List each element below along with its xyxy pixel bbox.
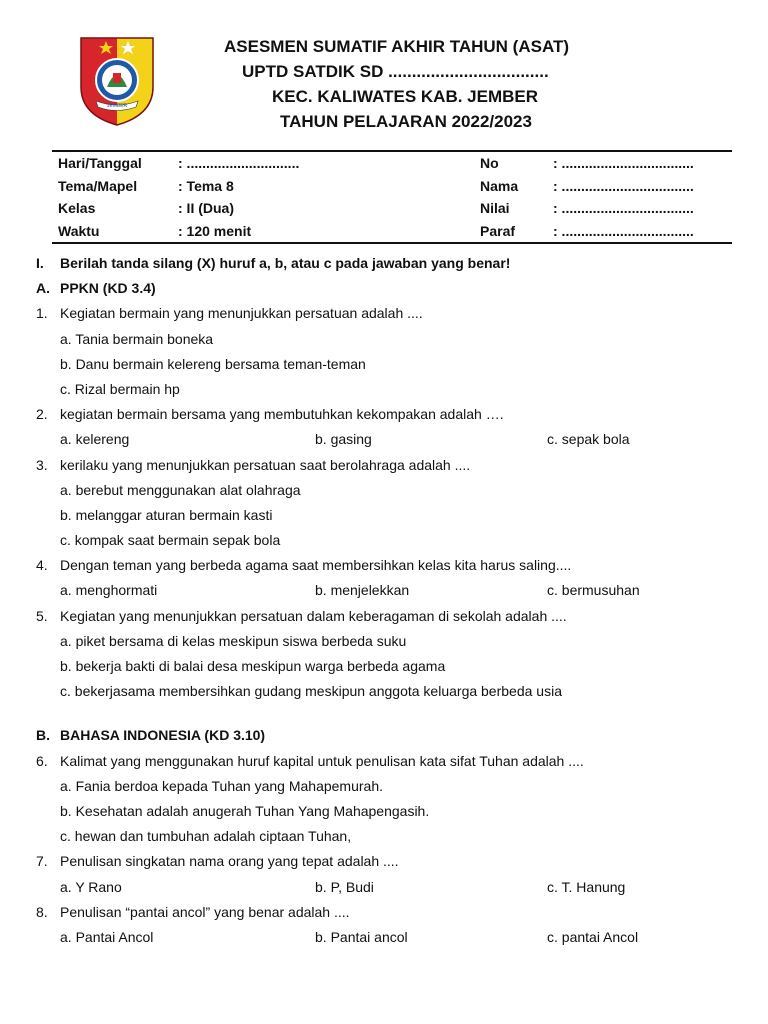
info-label: Nilai <box>480 200 510 216</box>
section-spacer <box>36 704 736 723</box>
section-heading <box>36 276 736 301</box>
answer-option <box>36 528 736 553</box>
info-row <box>58 220 728 243</box>
option-b: b. menjelekkan <box>315 582 410 599</box>
option-b: b. melanggar aturan bermain kasti <box>60 506 273 523</box>
answer-option <box>36 327 736 352</box>
info-label: Paraf <box>480 222 516 239</box>
option-a: a. piket bersama di kelas meskipun siswa berbeda suku <box>60 632 407 649</box>
question-number: 7. <box>36 853 48 870</box>
info-value: : .................................. <box>553 200 694 216</box>
answer-option <box>36 774 736 799</box>
info-value: : .................................. <box>553 222 694 239</box>
info-value: : Tema 8 <box>178 177 234 194</box>
question <box>36 749 736 774</box>
question <box>36 900 736 925</box>
answer-option <box>36 478 736 503</box>
question-number: 2. <box>36 406 48 423</box>
instruction-number: I. <box>36 255 44 271</box>
question-number: 1. <box>36 305 48 322</box>
jember-regency-logo <box>78 35 156 127</box>
option-a: a. berebut menggunakan alat olahraga <box>60 481 301 498</box>
answer-option <box>36 824 736 849</box>
student-info-table <box>58 152 728 242</box>
option-a: a. Pantai Ancol <box>60 928 154 945</box>
school-year: TAHUN PELAJARAN 2022/2023 <box>280 112 532 131</box>
option-c: c. kompak saat bermain sepak bola <box>60 532 281 549</box>
question-number: 8. <box>36 903 48 920</box>
option-c: c. Rizal bermain hp <box>60 380 180 397</box>
option-b: b. Pantai ancol <box>315 928 408 945</box>
answer-option <box>36 679 736 704</box>
district-name: KEC. KALIWATES KAB. JEMBER <box>272 87 539 106</box>
option-c: c. T. Hanung <box>547 878 626 895</box>
question-number: 3. <box>36 456 48 473</box>
info-label: Tema/Mapel <box>58 177 138 194</box>
option-b: b. bekerja bakti di balai desa meskipun warga berbeda agama <box>60 658 446 674</box>
section-title: PPKN (KD 3.4) <box>60 280 156 297</box>
option-b: b. P, Budi <box>315 878 374 895</box>
answer-options-row <box>36 875 736 900</box>
option-c: c. bermusuhan <box>547 582 640 599</box>
option-c: c. sepak bola <box>547 431 630 448</box>
option-b: b. Kesehatan adalah anugerah Tuhan Yang Mahapengasih. <box>60 802 430 819</box>
question <box>36 849 736 874</box>
question-text: Kegiatan yang menunjukkan persatuan dalam keberagaman di sekolah adalah .... <box>60 607 567 624</box>
question-number: 4. <box>36 557 48 574</box>
option-b: b. gasing <box>315 431 372 448</box>
question-number: 6. <box>36 752 48 769</box>
answer-option <box>36 377 736 402</box>
info-value: : II (Dua) <box>178 200 234 216</box>
info-label: No <box>480 155 499 171</box>
instruction-text: Berilah tanda silang (X) huruf a, b, atau c pada jawaban yang benar! <box>60 255 511 271</box>
section-heading <box>36 723 736 748</box>
question-text: kerilaku yang menunjukkan persatuan saat berolahraga adalah .... <box>60 456 471 473</box>
answer-option <box>36 799 736 824</box>
info-value: : .................................. <box>553 155 694 171</box>
question <box>36 301 736 326</box>
section-number: B. <box>36 727 50 744</box>
info-value: : ............................. <box>178 155 300 171</box>
answer-option <box>36 654 736 679</box>
option-b: b. Danu bermain kelereng bersama teman-teman <box>60 355 366 372</box>
answer-option <box>36 352 736 377</box>
info-row <box>58 175 728 198</box>
info-row <box>58 197 728 220</box>
answer-option <box>36 629 736 654</box>
question <box>36 402 736 427</box>
answer-option <box>36 503 736 528</box>
option-c: c. bekerjasama membersihkan gudang meskipun anggota keluarga berbeda usia <box>60 683 562 700</box>
question-text: Kalimat yang menggunakan huruf kapital untuk penulisan kata sifat Tuhan adalah .... <box>60 752 584 769</box>
option-a: a. Fania berdoa kepada Tuhan yang Mahapemurah. <box>60 777 384 794</box>
info-label: Nama <box>480 177 519 194</box>
svg-text:JEMBER: JEMBER <box>106 103 128 109</box>
section-number: A. <box>36 280 50 297</box>
question-text: Kegiatan bermain yang menunjukkan persatuan adalah .... <box>60 305 423 322</box>
question-text: Penulisan “pantai ancol” yang benar adalah .... <box>60 903 350 920</box>
exam-questions <box>36 251 736 950</box>
question-number: 5. <box>36 607 48 624</box>
section-title: BAHASA INDONESIA (KD 3.10) <box>60 727 266 744</box>
info-label: Hari/Tanggal <box>58 155 142 171</box>
question-text: Penulisan singkatan nama orang yang tepat adalah .... <box>60 853 399 870</box>
option-c: c. pantai Ancol <box>547 928 639 945</box>
info-label: Kelas <box>58 200 96 216</box>
option-a: a. Tania bermain boneka <box>60 330 214 347</box>
answer-options-row <box>36 578 736 603</box>
question-text: Dengan teman yang berbeda agama saat membersihkan kelas kita harus saling.... <box>60 557 572 574</box>
info-value: : .................................. <box>553 177 694 194</box>
question <box>36 553 736 578</box>
question <box>36 604 736 629</box>
option-c: c. hewan dan tumbuhan adalah ciptaan Tuhan, <box>60 828 352 845</box>
info-label: Waktu <box>58 222 100 239</box>
info-row <box>58 152 728 175</box>
option-a: a. kelereng <box>60 431 130 448</box>
option-a: a. Y Rano <box>60 878 122 895</box>
instruction <box>36 251 736 276</box>
question <box>36 453 736 478</box>
option-a: a. menghormati <box>60 582 158 599</box>
answer-options-row <box>36 427 736 452</box>
exam-title: ASESMEN SUMATIF AKHIR TAHUN (ASAT) <box>224 37 570 56</box>
info-value: : 120 menit <box>178 222 252 239</box>
header-bottom-rule <box>52 242 732 244</box>
answer-options-row <box>36 925 736 950</box>
school-name: UPTD SATDIK SD .................................. <box>242 62 549 81</box>
question-text: kegiatan bermain bersama yang membutuhkan kekompakan adalah …. <box>60 406 504 423</box>
